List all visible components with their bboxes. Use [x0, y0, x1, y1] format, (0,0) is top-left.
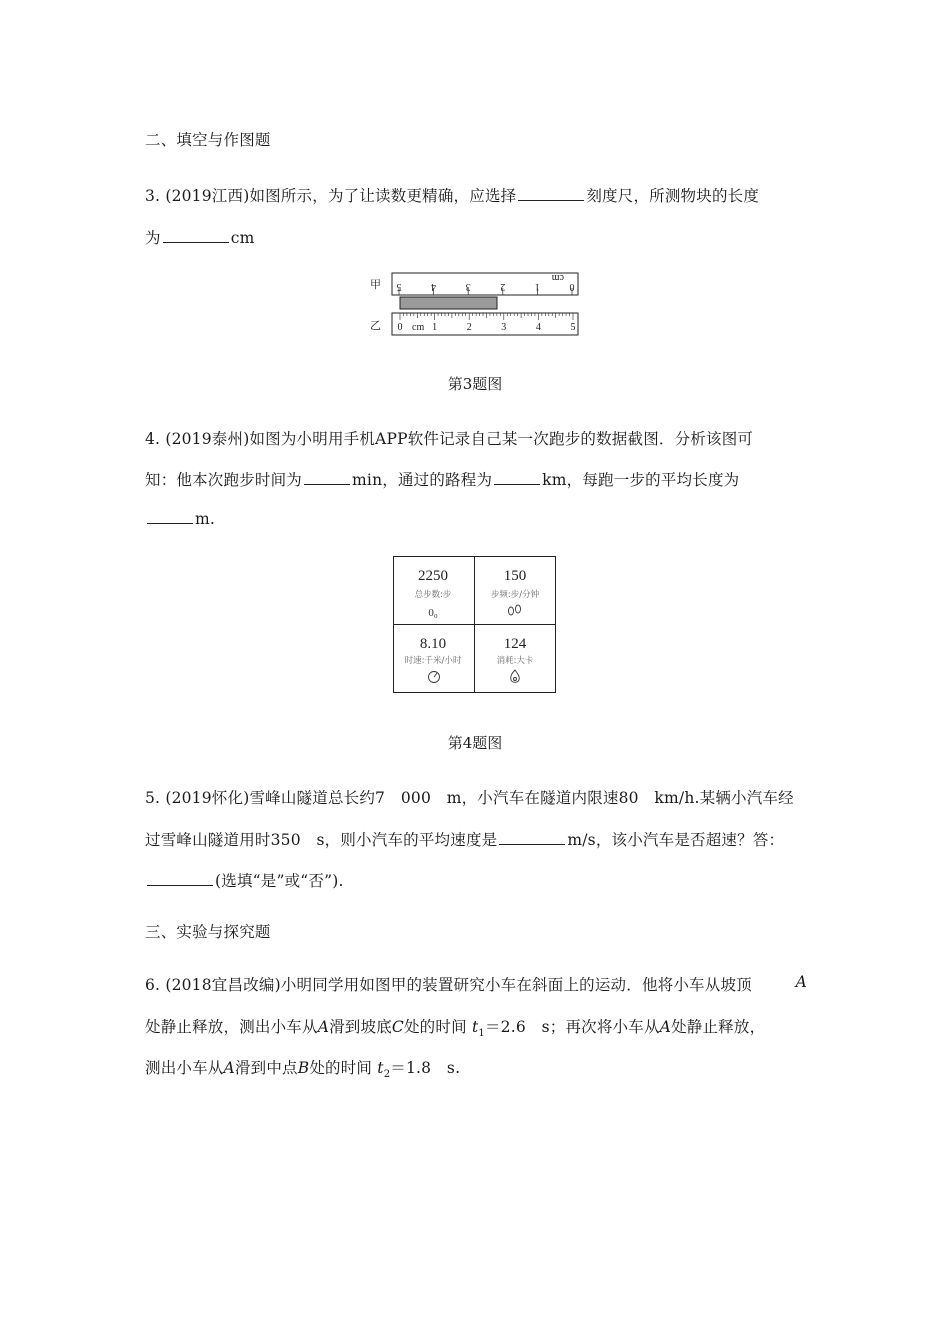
figure-3-caption: 第3题图: [447, 375, 503, 393]
q6-text-b: 处静止释放，测出小车从: [145, 1018, 318, 1036]
ruler-bottom-tick-label: 2: [466, 322, 472, 333]
q6-text-j: ＝1.8 s.: [390, 1059, 461, 1077]
q3-text-b: 刻度尺，所测物块的长度: [586, 187, 760, 205]
ruler-bottom-tick-label: 5: [570, 322, 576, 333]
figure-4-caption: 第4题图: [447, 734, 503, 752]
ruler-bottom-unit: cm: [412, 322, 425, 333]
q3-text-a: 3. (2019江西)如图所示，为了让读数更精确，应选择: [145, 187, 517, 205]
cell-total-steps-value: 2250: [418, 568, 448, 584]
q5-blank-speed: [499, 843, 565, 845]
measured-block: [400, 297, 497, 309]
cell-speed-value: 8.10: [419, 636, 447, 652]
ruler-top-tick-label: 3: [465, 281, 471, 292]
steps-icon: 0₀: [428, 607, 438, 619]
cell-cadence-value: 150: [503, 568, 527, 584]
q6-t1-sub: 1: [478, 1028, 485, 1040]
q4-text-d: m.: [195, 510, 216, 528]
ruler-top-body: [392, 273, 578, 295]
ruler-top-tick-label: 0: [569, 281, 575, 292]
question-6-line-2: [145, 1015, 765, 1039]
q3-blank-length: [163, 241, 229, 243]
cell-calories-value: 124: [503, 636, 527, 652]
q6-t1: t: [471, 1018, 479, 1036]
q6-text-e: ＝2.6 s；再次将小车从: [484, 1018, 660, 1036]
q6-text-f: 处静止释放，: [671, 1018, 766, 1036]
q5-blank-answer: [147, 884, 213, 886]
cell-cadence-label: 步频:步/分钟: [490, 590, 540, 600]
ruler-bottom-label: 乙: [370, 319, 381, 332]
question-3-line-2: [145, 226, 254, 248]
q5-text-b: m/s，该小汽车是否超速？答：: [567, 831, 785, 849]
run-data-figure: [393, 556, 557, 694]
q6-text-d: 处的时间: [403, 1018, 467, 1036]
cell-calories-label: 消耗:大卡: [496, 656, 534, 666]
ruler-top-label: 甲: [370, 278, 381, 291]
q5-text-a: 过雪峰山隧道用时350 s，则小汽车的平均速度是: [145, 831, 498, 849]
question-5-line-2: [145, 828, 784, 850]
ruler-bottom-tick-label: 4: [535, 322, 541, 333]
q4-text-c: km，每跑一步的平均长度为: [542, 471, 740, 489]
q3-blank-ruler: [518, 199, 584, 201]
q6-text-c: 滑到坡底: [329, 1018, 392, 1036]
question-5-line-3: [145, 869, 344, 891]
question-4-line-2: [145, 468, 739, 490]
q6-var-a3: A: [659, 1018, 672, 1036]
cell-total-steps-label: 总步数:步: [414, 590, 452, 600]
question-6-line-3: [145, 1056, 460, 1080]
q4-blank-step: [147, 522, 193, 524]
q6-text-i: 处的时间: [309, 1059, 373, 1077]
ruler-bottom-tick-label: 1: [432, 322, 438, 333]
question-5-line-1: 5. (2019怀化)雪峰山隧道总长约7 000 m，小汽车在隧道内限速80 km/h.某辆小汽车经: [145, 789, 794, 807]
question-6-line-1: [145, 973, 807, 995]
ruler-top-tick-label: 4: [431, 281, 437, 292]
section-heading-2: 二、填空与作图题: [145, 131, 271, 149]
ruler-top-tick-label: 5: [396, 281, 402, 292]
ruler-bottom-tick-label: 0: [397, 322, 403, 333]
ruler-bottom-tick-label: 3: [501, 322, 507, 333]
q4-text-b: min，通过的路程为: [352, 471, 493, 489]
q6-var-a2: A: [317, 1018, 330, 1036]
q6-var-c: C: [391, 1018, 404, 1036]
q5-text-c: (选填“是”或“否”).: [215, 872, 344, 890]
question-4-line-1: 4. (2019泰州)如图为小明用手机APP软件记录自己某一次跑步的数据截图．分析该图可: [145, 430, 754, 448]
ruler-top-tick-label: 2: [500, 281, 506, 292]
question-4-line-3: [145, 510, 215, 528]
q6-t2: t: [377, 1059, 384, 1077]
q4-blank-time: [304, 483, 350, 485]
section-heading-3: 三、实验与探究题: [145, 923, 271, 941]
q3-text-c: 为: [145, 229, 161, 247]
ruler-top-unit: cm: [551, 272, 564, 283]
q4-blank-distance: [494, 483, 540, 485]
q6-text-g: 测出小车从: [145, 1059, 224, 1077]
q6-t2-sub: 2: [383, 1069, 391, 1081]
q6-text-h: 滑到中点: [234, 1059, 298, 1077]
ruler-top-tick-label: 1: [534, 281, 540, 292]
q6-var-a4: A: [223, 1059, 235, 1077]
q6-var-b: B: [297, 1059, 310, 1077]
q4-text-a: 知：他本次跑步时间为: [145, 471, 303, 489]
q6-var-a: A: [795, 973, 807, 991]
question-3-line-1: [145, 184, 759, 206]
q3-unit: cm: [230, 229, 255, 247]
q6-text-a: 6. (2018宜昌改编)小明同学用如图甲的装置研究小车在斜面上的运动．他将小车从坡顶: [145, 976, 752, 994]
ruler-figure: [368, 268, 584, 338]
cell-speed-label: 时速:千米/小时: [404, 656, 462, 666]
